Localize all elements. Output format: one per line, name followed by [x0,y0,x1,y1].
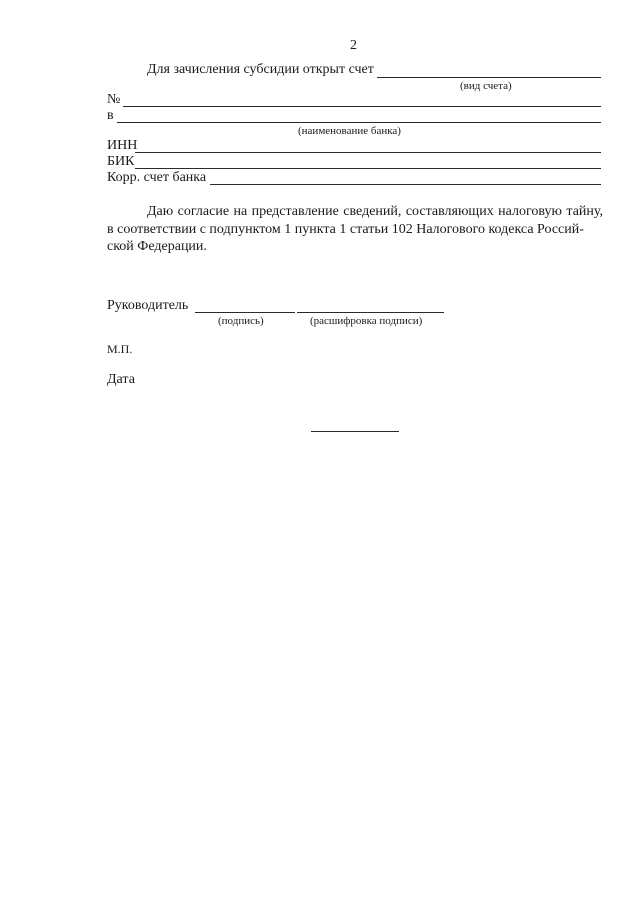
bik-field[interactable] [135,168,601,169]
bank-name-field[interactable] [117,122,601,123]
closing-separator [311,431,399,432]
stamp-label: М.П. [107,342,133,356]
signature-decoding-field[interactable] [297,312,444,313]
account-opened-label: Для зачисления субсидии открыт счет [147,62,374,77]
inn-field[interactable] [135,152,601,153]
bank-prefix-label: в [107,108,114,123]
head-label: Руководитель [107,298,189,313]
page-number: 2 [350,38,357,53]
account-number-label: № [107,92,121,107]
account-number-field[interactable] [123,106,601,107]
consent-paragraph: Даю согласие на представление сведений, составляющих налоговую тайну, в соответствии с подпунктом 1 пункта 1 статьи 102 Налогового кодекса Россий- ской Федерации. [107,204,603,254]
corr-account-label: Корр. счет банка [107,170,207,185]
bik-label: БИК [107,154,135,169]
corr-account-field[interactable] [210,184,601,185]
account-type-caption: (вид счета) [460,80,512,92]
signature-field[interactable] [195,312,295,313]
signature-caption: (подпись) [218,315,264,327]
signature-decoding-caption: (расшифровка подписи) [310,315,423,327]
account-type-field[interactable] [377,77,601,78]
bank-name-caption: (наименование банка) [298,125,401,137]
inn-label: ИНН [107,138,138,153]
date-label: Дата [107,372,135,387]
